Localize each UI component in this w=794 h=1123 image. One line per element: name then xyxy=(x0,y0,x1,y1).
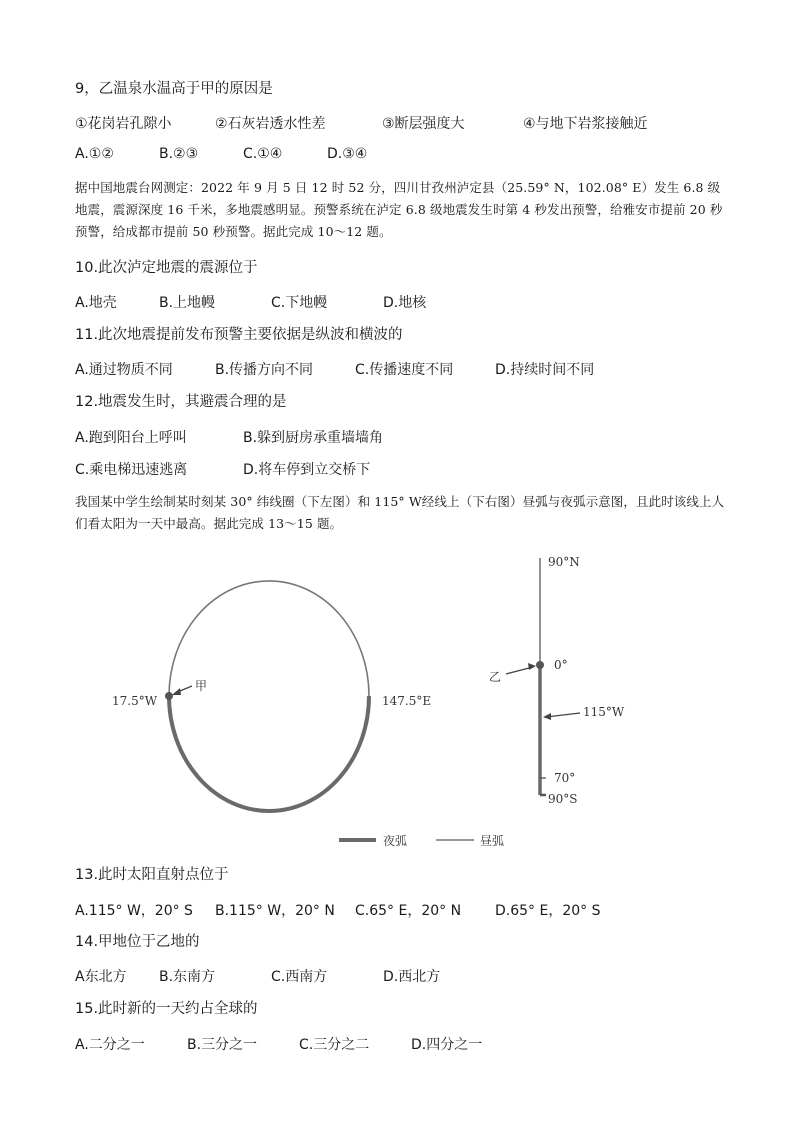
q14-choice-a[interactable]: A东北方 xyxy=(75,969,127,985)
q13-choice-a[interactable]: A.115° W，20° S xyxy=(75,903,193,919)
legend-night-label: 夜弧 xyxy=(383,834,408,848)
figure-day-night-arcs xyxy=(0,540,794,860)
q13-choices xyxy=(75,900,735,918)
q15-stem: 15.此时新的一天约占全球的 xyxy=(75,1001,258,1017)
q13-choice-d[interactable]: D.65° E，20° S xyxy=(495,903,601,919)
q10-stem: 10.此次泸定地震的震源位于 xyxy=(75,260,258,276)
q9-choice-b[interactable]: B.②③ xyxy=(159,146,199,162)
q15-choice-a[interactable]: A.二分之一 xyxy=(75,1037,145,1053)
q14-choice-d[interactable]: D.西北方 xyxy=(383,969,441,985)
point-jia-dot xyxy=(165,692,173,700)
q12-choices-row1 xyxy=(75,427,735,445)
q11-choice-a[interactable]: A.通过物质不同 xyxy=(75,362,173,378)
q15-choices xyxy=(75,1034,735,1052)
q11-choice-c[interactable]: C.传播速度不同 xyxy=(355,362,454,378)
q11-choice-d[interactable]: D.持续时间不同 xyxy=(495,362,595,378)
q10-choices xyxy=(75,292,735,310)
q12-choice-c[interactable]: C.乘电梯迅速逃离 xyxy=(75,462,188,478)
night-arc-left xyxy=(169,696,369,811)
passage-sunlight: 我国某中学生绘制某时刻某 30° 纬线圈（下左图）和 115° W经线上（下右图）昼弧与夜弧示意图，且此时该线上人们看太阳为一天中最高。据此完成 13～15 题。 xyxy=(75,494,725,531)
q14-stem: 14.甲地位于乙地的 xyxy=(75,934,200,950)
legend-day-label: 昼弧 xyxy=(480,834,505,848)
label-70deg: 70° xyxy=(554,771,576,785)
q10-choice-d[interactable]: D.地核 xyxy=(383,295,427,311)
q12-choice-a[interactable]: A.跑到阳台上呼叫 xyxy=(75,430,187,446)
q13-stem: 13.此时太阳直射点位于 xyxy=(75,867,229,883)
q13-choice-c[interactable]: C.65° E，20° N xyxy=(355,903,462,919)
figure-legend xyxy=(339,833,504,848)
q10-choice-b[interactable]: B.上地幔 xyxy=(159,295,216,311)
label-147-5e: 147.5°E xyxy=(382,694,432,708)
q15-choice-d[interactable]: D.四分之一 xyxy=(411,1037,483,1053)
label-jia: 甲 xyxy=(195,679,208,693)
q9-choice-c[interactable]: C.①④ xyxy=(243,146,283,162)
q13-choice-b[interactable]: B.115° W，20° N xyxy=(215,903,335,919)
q15-choice-c[interactable]: C.三分之二 xyxy=(299,1037,370,1053)
meridian-line xyxy=(489,555,625,806)
q10-choice-a[interactable]: A.地壳 xyxy=(75,295,117,311)
q9-choice-d[interactable]: D.③④ xyxy=(327,146,368,162)
q11-stem: 11.此次地震提前发布预警主要依据是纵波和横波的 xyxy=(75,327,403,343)
q9-option-3: ③断层强度大 xyxy=(382,116,465,132)
q14-choice-b[interactable]: B.东南方 xyxy=(159,969,216,985)
q12-choices-row2 xyxy=(75,459,735,477)
q9-choice-a[interactable]: A.①② xyxy=(75,146,114,162)
q9-options xyxy=(75,113,735,131)
label-115w: 115°W xyxy=(583,705,625,719)
point-yi-dot xyxy=(536,661,544,669)
q10-choice-c[interactable]: C.下地幔 xyxy=(271,295,328,311)
q14-choices xyxy=(75,966,735,984)
q12-choice-d[interactable]: D.将车停到立交桥下 xyxy=(243,462,371,478)
q9-stem: 9，乙温泉水温高于甲的原因是 xyxy=(75,81,273,97)
q9-choices xyxy=(75,146,735,164)
q12-stem: 12.地震发生时，其避震合理的是 xyxy=(75,394,287,410)
label-yi: 乙 xyxy=(489,670,502,684)
q15-choice-b[interactable]: B.三分之一 xyxy=(187,1037,258,1053)
q9-option-2: ②石灰岩透水性差 xyxy=(215,116,326,132)
label-17-5w: 17.5°W xyxy=(112,694,158,708)
q11-choices xyxy=(75,359,735,377)
label-0deg: 0° xyxy=(554,658,568,672)
q12-choice-b[interactable]: B.躲到厨房承重墙墙角 xyxy=(243,430,384,446)
q9-option-1: ①花岗岩孔隙小 xyxy=(75,116,172,132)
latitude-circle xyxy=(112,581,431,811)
q14-choice-c[interactable]: C.西南方 xyxy=(271,969,328,985)
passage-earthquake: 据中国地震台网测定：2022 年 9 月 5 日 12 时 52 分，四川甘孜州泸定县（25.59° N，102.08° E）发生 6.8 级地震，震源深度 16 千米，多地震感明显。预警系统在泸定 6.8 级地震发生时第 4 秒发出预警，给雅安市提前 20 秒预警，给成都市提前 50 秒预警。据此完成 10～12 题。 xyxy=(75,180,723,239)
q11-choice-b[interactable]: B.传播方向不同 xyxy=(215,362,314,378)
label-90n: 90°N xyxy=(548,555,580,569)
q9-option-4: ④与地下岩浆接触近 xyxy=(523,116,648,132)
label-90s: 90°S xyxy=(548,792,578,806)
meridian-115w-arrow xyxy=(546,713,580,717)
